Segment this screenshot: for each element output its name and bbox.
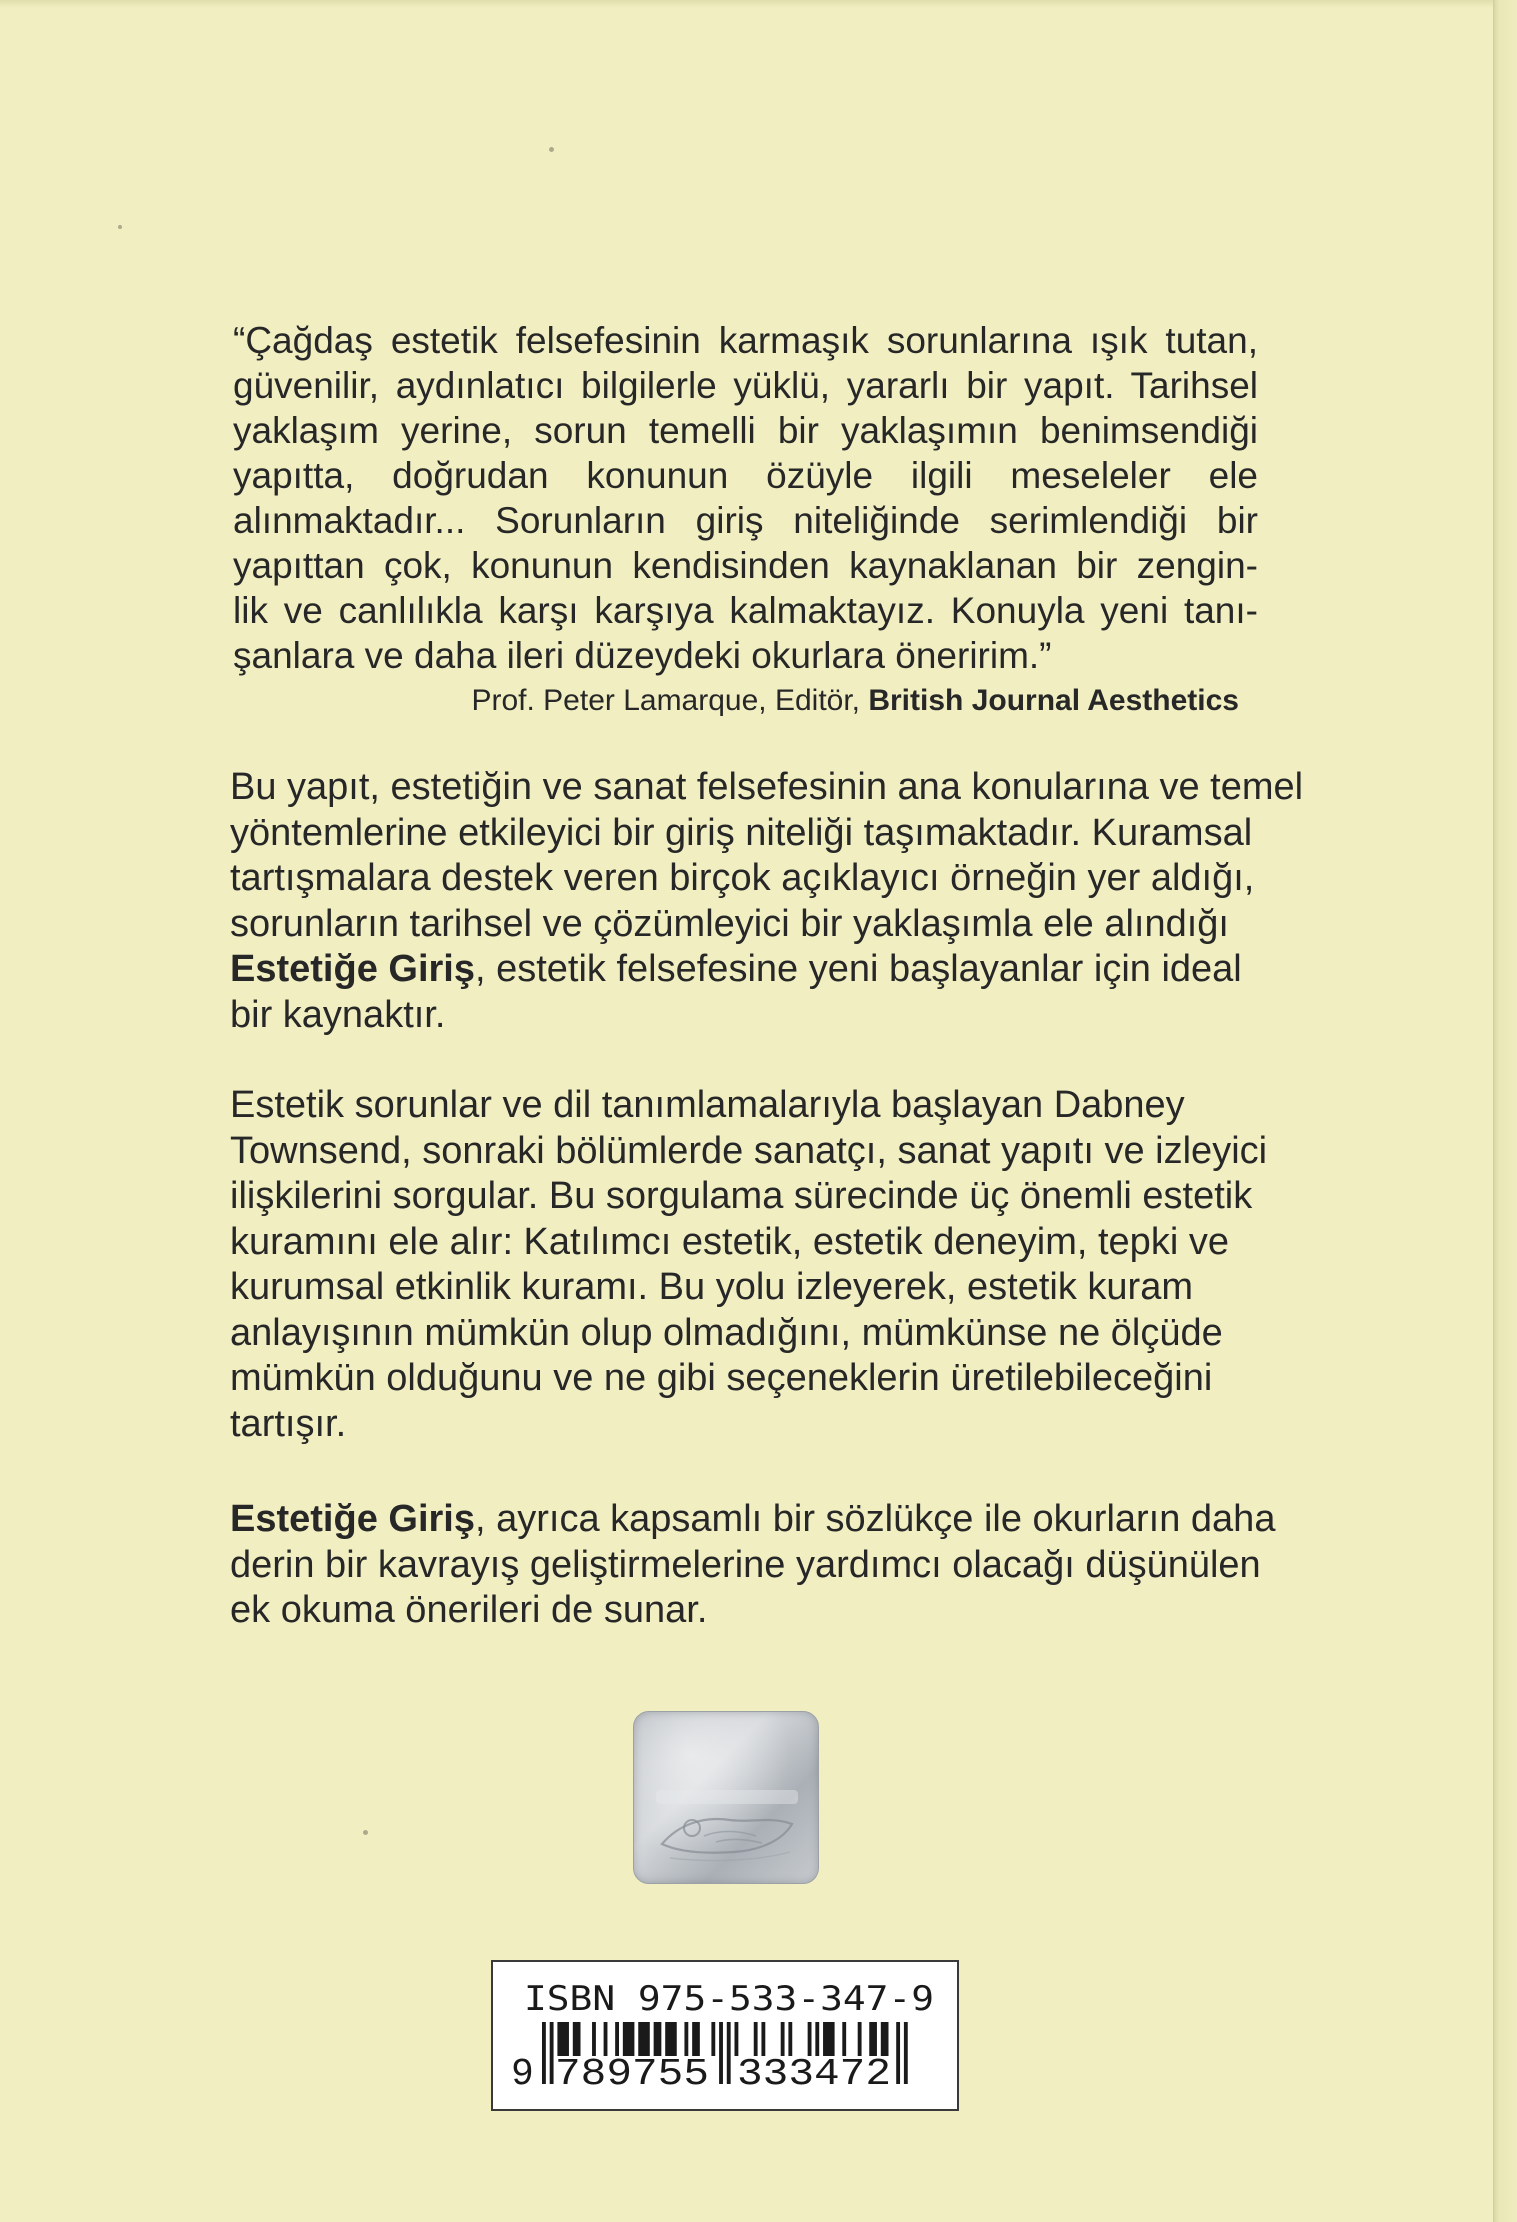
quote-line: “Çağdaş estetik felsefesinin karmaşık sorunlarına ışık tutan,	[233, 320, 1258, 361]
barcode-bar	[754, 2022, 758, 2056]
paragraph-line: tartışmalara destek veren birçok açıklayıcı örneğin yer aldığı,	[230, 857, 1255, 899]
barcode-bar	[869, 2022, 877, 2056]
quote-line: yapıtta, doğrudan konunun özüyle ilgili meseleler ele	[233, 455, 1258, 496]
ean-left-group: 789755	[555, 2053, 709, 2096]
paragraph-line: Townsend, sonraki bölümlerde sanatçı, sanat yapıtı ve izleyici	[230, 1129, 1268, 1172]
cover-top-edge	[0, 0, 1517, 8]
barcode-bar	[573, 2022, 581, 2056]
description-paragraph	[230, 1497, 1275, 1634]
paragraph-line: bir kaynaktır.	[230, 993, 446, 1036]
barcode-bar	[684, 2022, 688, 2056]
barcode-bar	[692, 2022, 700, 2056]
paragraph-line: anlayışının mümkün olup olmadığını, mümkünse ne ölçüde	[230, 1311, 1223, 1354]
barcode-bar	[623, 2022, 635, 2056]
barcode-bar	[808, 2022, 812, 2056]
quote-line: yaklaşım yerine, sorun temelli bir yaklaşımın benimsendiği	[233, 410, 1258, 451]
barcode-bar	[604, 2022, 608, 2056]
barcode-guard-bar	[719, 2022, 723, 2084]
scan-speck	[549, 147, 554, 152]
scan-speck	[118, 225, 122, 229]
quote-line: şanlara ve daha ileri düzeydeki okurlara öneririm.”	[233, 635, 1052, 676]
scan-speck	[363, 1830, 368, 1835]
quote-line: yapıttan çok, konunun kendisinden kaynaklanan bir zengin-	[233, 545, 1258, 586]
quote-line: alınmaktadır... Sorunların giriş niteliğinde serimlendiği bir	[233, 500, 1258, 541]
barcode-bar	[615, 2022, 619, 2056]
barcode-guard-bar	[896, 2022, 900, 2084]
paragraph-line: mümkün olduğunu ve ne gibi seçeneklerin üretilebileceğini	[230, 1357, 1213, 1399]
barcode-bar	[823, 2022, 835, 2056]
paragraph-line: kuramını ele alır: Katılımcı estetik, estetik deneyim, tepki ve	[230, 1220, 1229, 1263]
paragraph-line	[230, 947, 1303, 993]
paragraph-line: ilişkilerini sorgular. Bu sorgulama sürecinde üç önemli estetik	[230, 1175, 1253, 1217]
attribution-journal: British Journal Aesthetics	[868, 684, 1239, 717]
endorsement-quote	[233, 318, 1258, 723]
isbn-text: ISBN 975-533-347-9	[524, 1979, 934, 2019]
paragraph-line: sorunların tarihsel ve çözümleyici bir yaklaşımla ele alındığı	[230, 902, 1229, 945]
barcode-bar	[665, 2022, 677, 2056]
barcode-bar	[761, 2022, 765, 2056]
barcode-bar	[788, 2022, 792, 2056]
paragraph-line: Estetik sorunlar ve dil tanımlamalarıyla başlayan Dabney	[230, 1084, 1185, 1126]
barcode-bar	[711, 2022, 715, 2056]
barcode-guard-bar	[904, 2022, 908, 2084]
quote-line: güvenilir, aydınlatıcı bilgilerle yüklü, yararlı bir yapıt. Tarihsel	[233, 365, 1258, 406]
paragraph-line: tartışır.	[230, 1402, 347, 1445]
barcode-bar	[858, 2022, 862, 2056]
hologram-emblem-icon	[634, 1712, 820, 1885]
paragraph-line: kurumsal etkinlik kuramı. Bu yolu izleyerek, estetik kuram	[230, 1266, 1193, 1308]
paragraph-line-text: , ayrıca kapsamlı bir sözlükçe ile okurların daha	[474, 1498, 1276, 1540]
barcode-guard-bar	[550, 2022, 554, 2084]
book-title: Estetiğe Giriş	[230, 1498, 475, 1540]
description-paragraph	[230, 1083, 1267, 1447]
paragraph-line: Bu yapıt, estetiğin ve sanat felsefesinin ana konularına ve temel	[230, 766, 1304, 808]
barcode-bar	[881, 2022, 889, 2056]
barcode-bar	[781, 2022, 785, 2056]
barcode-bar	[638, 2022, 650, 2056]
barcode-bar	[842, 2022, 846, 2056]
barcode-bar	[735, 2022, 739, 2056]
quote-line: lik ve canlılıkla karşı karşıya kalmaktayız. Konuyla yeni tanı-	[233, 590, 1258, 631]
quote-attribution	[233, 678, 1258, 723]
barcode-bar	[557, 2022, 569, 2056]
ean-right-group: 333472	[737, 2053, 891, 2096]
barcode-guard-bar	[727, 2022, 731, 2084]
barcode-bar	[815, 2022, 819, 2056]
ean-first-digit: 9	[511, 2053, 534, 2096]
paragraph-line	[230, 1497, 1275, 1543]
paragraph-line-text: , estetik felsefesine yeni başlayanlar için ideal	[474, 948, 1242, 990]
isbn-barcode	[491, 1960, 959, 2111]
book-title: Estetiğe Giriş	[230, 948, 475, 990]
attribution-author: Prof. Peter Lamarque, Editör,	[471, 684, 869, 717]
hologram-sticker	[633, 1711, 819, 1884]
barcode-guard-bar	[542, 2022, 546, 2084]
paragraph-line: ek okuma önerileri de sunar.	[230, 1589, 708, 1631]
barcode-bar	[592, 2022, 596, 2056]
cover-right-edge	[1493, 0, 1517, 2222]
barcode-bar	[654, 2022, 662, 2056]
paragraph-line: derin bir kavrayış geliştirmelerine yardımcı olacağı düşünülen	[230, 1543, 1261, 1586]
paragraph-line: yöntemlerine etkileyici bir giriş niteliği taşımaktadır. Kuramsal	[230, 811, 1253, 854]
description-paragraph	[230, 765, 1303, 1038]
